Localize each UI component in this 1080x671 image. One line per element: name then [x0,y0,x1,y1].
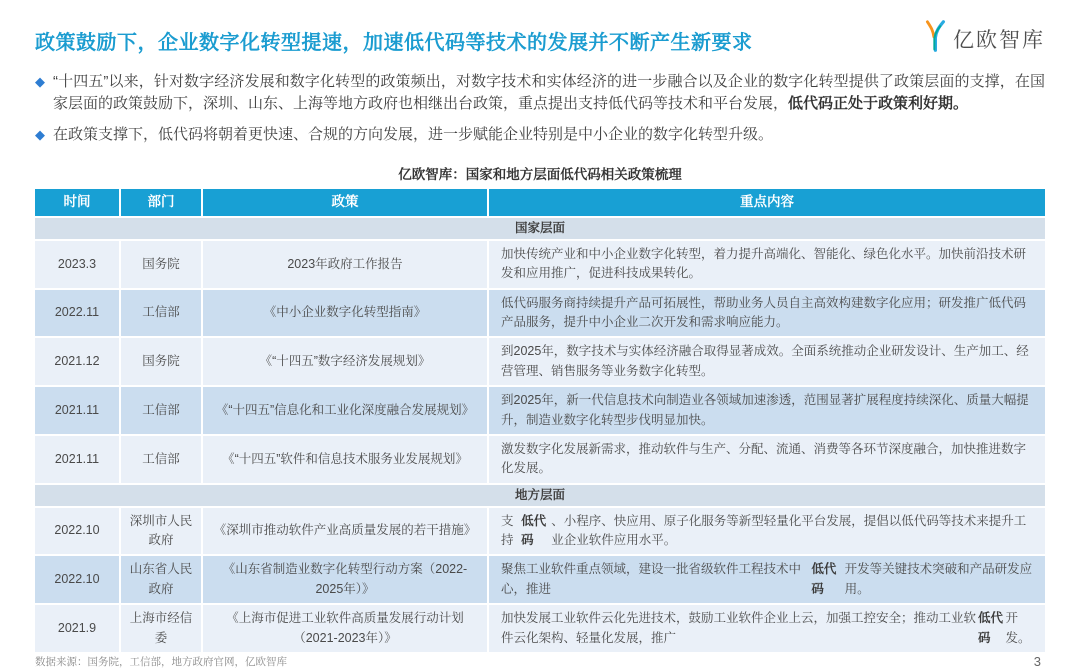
column-header: 政策 [203,189,487,216]
cell-policy: 《“十四五”软件和信息技术服务业发展规划》 [203,436,487,483]
table-row [35,605,1045,652]
bullet-item [35,71,1045,115]
data-source: 数据来源：国务院，工信部，地方政府官网，亿欧智库 [35,655,287,668]
text-segment: 在政策支撑下，低代码将朝着更快速、合规的方向发展，进一步赋能企业特别是中小企业的数字化转型升级。 [53,126,774,143]
cell-content [489,605,1045,652]
cell-content [489,556,1045,603]
cell-content [489,508,1045,555]
table-row [35,241,1045,288]
cell-time: 2022.10 [35,508,119,555]
bold-text: 低代码正处于政策利好期。 [788,95,969,112]
diamond-bullet-icon: ◆ [35,74,45,89]
text-segment: 、小程序、快应用、原子化服务等新型轻量化平台发展，提倡以低代码等技术来提升工业企业软件应用水平。 [551,513,1027,548]
cell-time: 2022.11 [35,290,119,337]
text-segment: 开发等关键技术突破和产品研发应用。 [844,562,1033,596]
brand-logo [921,20,1045,57]
cell-dept: 工信部 [121,436,201,483]
cell-time: 2021.11 [35,436,119,483]
bold-text: 低代码 [811,562,837,596]
text-segment: 低代码服务商持续提升产品可拓展性，帮助业务人员自主高效构建数字化应用；研发推广低代码产品服务，提升中小企业二次开发和需求响应能力。 [501,295,1027,330]
column-header: 重点内容 [489,189,1045,216]
table-row [35,556,1045,603]
cell-policy: 《上海市促进工业软件高质量发展行动计划（2021-2023年）》 [203,605,487,652]
page-footer [35,654,1045,671]
text-segment: 到2025年，数字技术与实体经济融合取得显著成效。全面系统推动企业研发设计、生产加工、经营管理、销售服务等业务数字化转型。 [501,344,1029,378]
bullet-text [53,71,1045,115]
table-section-row: 国家层面 [35,218,1045,239]
cell-policy: 《中小企业数字化转型指南》 [203,290,487,337]
cell-dept: 山东省人民政府 [121,556,201,603]
cell-policy: 2023年政府工作报告 [203,241,487,288]
policy-table-body [35,218,1045,652]
page-title: 政策鼓励下，企业数字化转型提速，加速低代码等技术的发展并不断产生新要求 [35,32,753,54]
cell-dept: 上海市经信委 [121,605,201,652]
page-number: 3 [1033,653,1041,669]
table-title: 亿欧智库：国家和地方层面低代码相关政策梳理 [398,167,682,182]
column-header: 部门 [121,189,201,216]
cell-dept: 工信部 [121,387,201,434]
cell-time: 2023.3 [35,241,119,288]
text-segment: 加快发展工业软件云化先进技术，鼓励工业软件企业上云，加强工控安全；推动工业软件云化架构、轻量化发展，推广 [501,611,977,645]
bullet-item [35,124,1045,146]
text-segment: 支持 [501,513,514,548]
column-header: 时间 [35,189,119,216]
cell-content [489,290,1045,337]
cell-content [489,338,1045,385]
cell-content [489,436,1045,483]
text-segment: “十四五”以来，针对数字经济发展和数字化转型的政策频出，对数字技术和实体经济的进一步融合以及企业的数字化转型提供了政策层面的支撑，在国家层面的政策鼓励下，深圳、山东、上海等地方政府也相继出台政策，重点提出支持低代码等技术和平台发展， [53,73,1045,112]
bold-text: 低代码 [977,611,1003,645]
cell-time: 2021.11 [35,387,119,434]
text-segment: 加快传统产业和中小企业数字化转型，着力提升高端化、智能化、绿色化水平。加快前沿技术研发和应用推广，促进科技成果转化。 [501,246,1027,281]
cell-policy: 《深圳市推动软件产业高质量发展的若干措施》 [203,508,487,555]
table-row [35,338,1045,385]
bold-text: 低代码 [521,513,547,548]
table-row [35,436,1045,483]
summary-bullets [35,71,1045,155]
cell-dept: 深圳市人民政府 [121,508,201,555]
text-segment: 聚焦工业软件重点领域，建设一批省级软件工程技术中心，推进 [501,562,802,596]
cell-time: 2022.10 [35,556,119,603]
brand-logo-text: 亿欧智库 [953,28,1045,52]
text-segment: 开发。 [1005,611,1031,645]
cell-time: 2021.9 [35,605,119,652]
bullet-text [53,124,773,146]
cell-policy: 《“十四五”信息化和工业化深度融合发展规划》 [203,387,487,434]
cell-dept: 国务院 [121,241,201,288]
cell-policy: 《山东省制造业数字化转型行动方案（2022-2025年）》 [203,556,487,603]
table-section-row: 地方层面 [35,485,1045,506]
table-row [35,387,1045,434]
cell-dept: 工信部 [121,290,201,337]
cell-dept: 国务院 [121,338,201,385]
brand-logo-icon [921,20,948,57]
cell-policy: 《“十四五”数字经济发展规划》 [203,338,487,385]
cell-content [489,241,1045,288]
table-row [35,508,1045,555]
text-segment: 激发数字化发展新需求，推动软件与生产、分配、流通、消费等各环节深度融合，加快推进数字化发展。 [501,441,1027,476]
text-segment: 到2025年，新一代信息技术向制造业各领域加速渗透，范围显著扩展程度持续深化、质量大幅提升，制造业数字化转型步伐明显加快。 [501,393,1029,427]
policy-table [35,189,1045,654]
table-row [35,290,1045,337]
diamond-bullet-icon: ◆ [35,127,45,142]
cell-time: 2021.12 [35,338,119,385]
page-header [35,20,1045,57]
table-header-row [35,189,1045,216]
cell-content [489,387,1045,434]
